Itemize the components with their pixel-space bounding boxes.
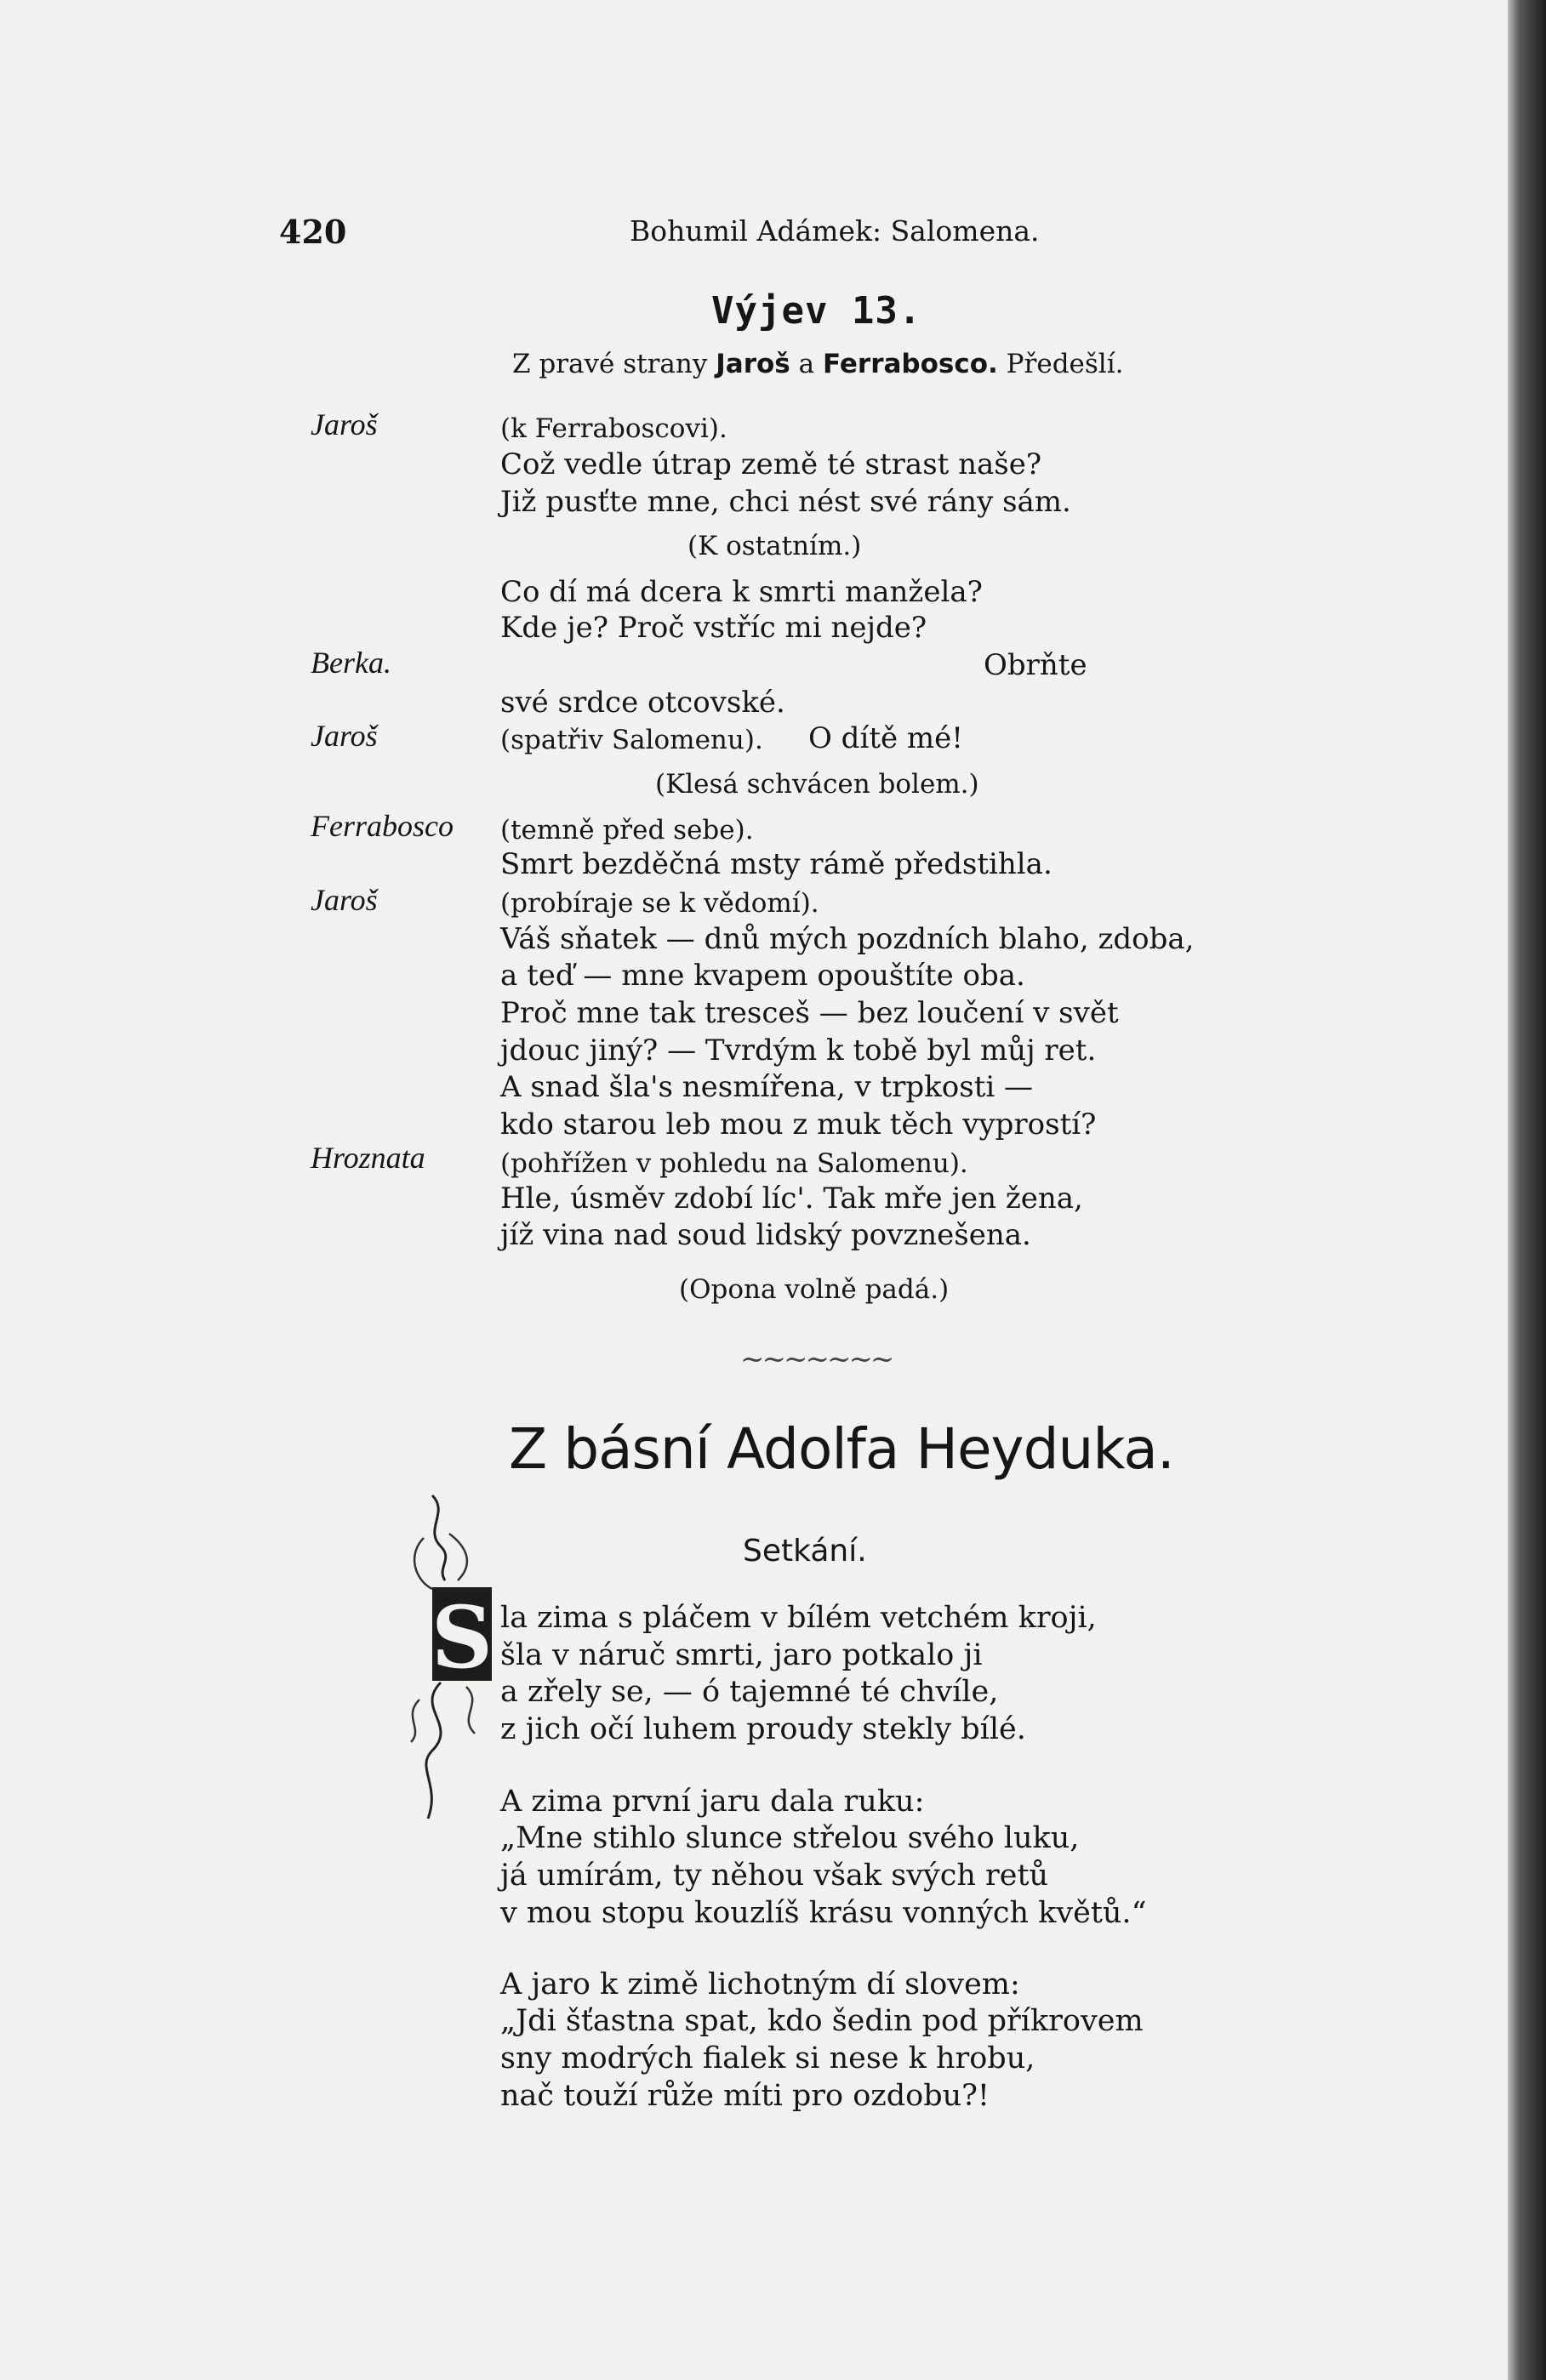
poem-line: sny modrých fialek si nese k hrobu, xyxy=(500,2041,1035,2075)
scene-title: Výjev 13. xyxy=(711,289,922,333)
poem-line: a zřely se, — ó tajemné té chvíle, xyxy=(500,1675,999,1709)
poem-section-title: Z básní Adolfa Heyduka. xyxy=(509,1416,1174,1482)
verse-line: Kde je? Proč vstříc mi nejde? xyxy=(500,611,927,645)
poem-line: la zima s pláčem v bílém vetchém kroji, xyxy=(500,1601,1097,1635)
verse-line: Již pusťte mne, chci nést své rány sám. xyxy=(500,485,1071,519)
scene-subtitle-after: Předešlí. xyxy=(1006,349,1124,379)
stage-direction: (temně před sebe). xyxy=(500,815,754,846)
verse-line: jíž vina nad soud lidský povznešena. xyxy=(500,1218,1031,1252)
stage-direction: (spatřiv Salomenu). xyxy=(500,725,763,755)
stage-direction: (k Ferraboscovi). xyxy=(500,413,727,444)
verse-line: Váš sňatek — dnů mých pozdních blaho, zdoba, xyxy=(500,922,1195,956)
scene-subtitle xyxy=(512,349,1123,379)
verse-line: O dítě mé! xyxy=(808,721,963,755)
verse-line: a teď — mne kvapem opouštíte oba. xyxy=(500,959,1025,993)
poem-line: nač touží růže míti pro ozdobu?! xyxy=(500,2079,990,2113)
stage-direction: (Klesá schvácen bolem.) xyxy=(655,769,979,800)
initial-letter: S xyxy=(431,1587,493,1688)
poem-line: „Mne stihlo slunce střelou svého luku, xyxy=(500,1821,1080,1855)
poem-line: A jaro k zimě lichotným dí slovem: xyxy=(500,1967,1020,2001)
verse-line: Obrňte xyxy=(984,648,1087,682)
speaker-label: Jaroš xyxy=(311,883,378,917)
poem-line: „Jdi šťastna spat, kdo šedin pod příkrovem xyxy=(500,2004,1144,2038)
scene-subtitle-name2: Ferrabosco. xyxy=(822,349,998,379)
verse-line: A snad šla's nesmířena, v trpkosti — xyxy=(500,1070,1034,1104)
verse-line: své srdce otcovské. xyxy=(500,686,785,720)
stage-direction: (pohřížen v pohledu na Salomenu). xyxy=(500,1148,968,1179)
stage-direction: (probíraje se k vědomí). xyxy=(500,888,819,919)
verse-line: Smrt bezděčná msty rámě předstihla. xyxy=(500,847,1053,881)
verse-line: kdo starou leb mou z muk těch vyprostí? xyxy=(500,1107,1097,1142)
book-spine-shadow xyxy=(1508,0,1546,2380)
verse-line: jdouc jiný? — Tvrdým k tobě byl můj ret. xyxy=(500,1033,1097,1068)
verse-line: Což vedle útrap země té strast naše? xyxy=(500,447,1042,481)
speaker-label: Jaroš xyxy=(311,719,378,753)
decorated-initial-icon xyxy=(398,1487,500,1827)
running-title: Bohumil Adámek: Salomena. xyxy=(630,214,1040,248)
speaker-label: Jaroš xyxy=(311,407,378,441)
speaker-label: Berka. xyxy=(311,646,391,680)
poem-line: já umírám, ty něhou však svých retů xyxy=(500,1859,1049,1893)
scene-subtitle-before: Z pravé strany xyxy=(512,349,708,379)
scene-subtitle-and: a xyxy=(798,349,815,379)
poem-title: Setkání. xyxy=(743,1534,867,1569)
poem-line: A zima první jaru dala ruku: xyxy=(500,1785,925,1819)
poem-line: šla v náruč smrti, jaro potkalo ji xyxy=(500,1638,983,1672)
scene-subtitle-name1: Jaroš xyxy=(716,349,790,379)
stage-direction: (Opona volně padá.) xyxy=(679,1274,950,1305)
page-number: 420 xyxy=(279,213,347,251)
verse-line: Co dí má dcera k smrti manžela? xyxy=(500,575,983,609)
verse-line: Hle, úsměv zdobí líc'. Tak mře jen žena, xyxy=(500,1181,1083,1216)
divider-ornament: ~~~~~~~ xyxy=(740,1342,893,1376)
stage-direction: (K ostatním.) xyxy=(687,531,862,561)
poem-line: z jich očí luhem proudy stekly bílé. xyxy=(500,1712,1026,1746)
speaker-label: Hroznata xyxy=(311,1141,425,1175)
poem-line: v mou stopu kouzlíš krásu vonných květů.“ xyxy=(500,1896,1147,1930)
verse-line: Proč mne tak tresceš — bez loučení v svět xyxy=(500,996,1119,1030)
speaker-label: Ferrabosco xyxy=(311,809,454,843)
